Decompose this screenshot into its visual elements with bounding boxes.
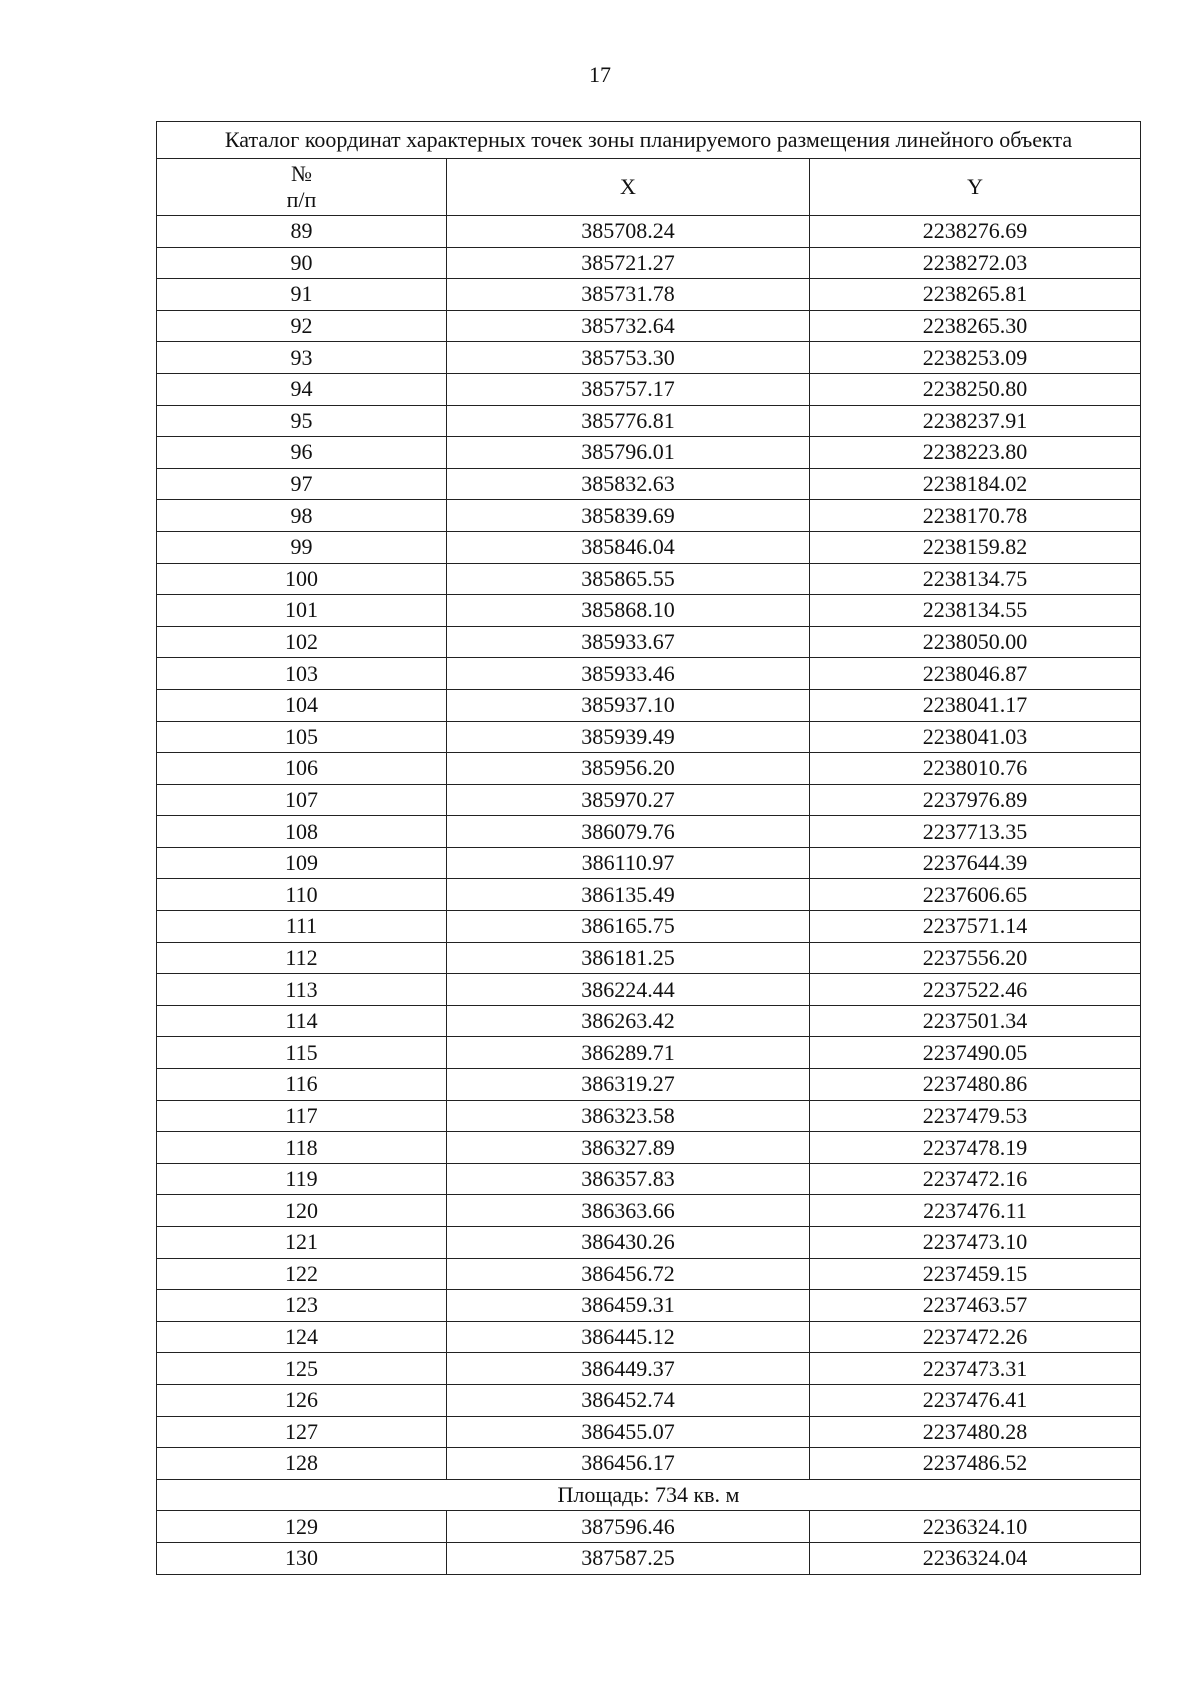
cell-number: 92 bbox=[157, 310, 447, 342]
cell-number: 100 bbox=[157, 563, 447, 595]
table-row bbox=[157, 437, 1141, 469]
cell-y: 2237713.35 bbox=[810, 816, 1141, 848]
cell-y: 2237473.31 bbox=[810, 1353, 1141, 1385]
header-x: X bbox=[447, 159, 810, 216]
cell-y: 2237472.16 bbox=[810, 1163, 1141, 1195]
header-number-line2: п/п bbox=[286, 187, 317, 212]
cell-x: 385933.46 bbox=[447, 658, 810, 690]
cell-x: 386327.89 bbox=[447, 1132, 810, 1164]
table-row bbox=[157, 1511, 1141, 1543]
cell-number: 98 bbox=[157, 500, 447, 532]
cell-y: 2237480.28 bbox=[810, 1416, 1141, 1448]
cell-x: 386319.27 bbox=[447, 1069, 810, 1101]
cell-y: 2237478.19 bbox=[810, 1132, 1141, 1164]
cell-y: 2237459.15 bbox=[810, 1258, 1141, 1290]
cell-x: 385839.69 bbox=[447, 500, 810, 532]
table-row bbox=[157, 721, 1141, 753]
table-row bbox=[157, 942, 1141, 974]
table-row bbox=[157, 1384, 1141, 1416]
cell-y: 2238184.02 bbox=[810, 468, 1141, 500]
table-row bbox=[157, 1037, 1141, 1069]
table-row bbox=[157, 1321, 1141, 1353]
cell-y: 2237976.89 bbox=[810, 784, 1141, 816]
cell-y: 2238253.09 bbox=[810, 342, 1141, 374]
cell-number: 127 bbox=[157, 1416, 447, 1448]
cell-number: 117 bbox=[157, 1100, 447, 1132]
cell-number: 121 bbox=[157, 1227, 447, 1259]
table-row bbox=[157, 1542, 1141, 1574]
table-row bbox=[157, 216, 1141, 248]
cell-number: 122 bbox=[157, 1258, 447, 1290]
cell-y: 2237476.41 bbox=[810, 1384, 1141, 1416]
cell-number: 96 bbox=[157, 437, 447, 469]
table-row bbox=[157, 1448, 1141, 1480]
cell-x: 386357.83 bbox=[447, 1163, 810, 1195]
table-row bbox=[157, 247, 1141, 279]
cell-number: 104 bbox=[157, 689, 447, 721]
table-row bbox=[157, 310, 1141, 342]
cell-y: 2238223.80 bbox=[810, 437, 1141, 469]
cell-x: 386455.07 bbox=[447, 1416, 810, 1448]
cell-x: 386445.12 bbox=[447, 1321, 810, 1353]
cell-x: 385832.63 bbox=[447, 468, 810, 500]
table-body bbox=[157, 216, 1141, 1480]
cell-x: 386459.31 bbox=[447, 1290, 810, 1322]
cell-x: 385846.04 bbox=[447, 531, 810, 563]
page-number: 17 bbox=[589, 62, 611, 87]
cell-number: 90 bbox=[157, 247, 447, 279]
cell-y: 2237556.20 bbox=[810, 942, 1141, 974]
cell-x: 385865.55 bbox=[447, 563, 810, 595]
table-body-after bbox=[157, 1511, 1141, 1574]
table-row bbox=[157, 1100, 1141, 1132]
cell-number: 123 bbox=[157, 1290, 447, 1322]
cell-x: 386263.42 bbox=[447, 1005, 810, 1037]
cell-x: 385753.30 bbox=[447, 342, 810, 374]
cell-number: 111 bbox=[157, 911, 447, 943]
cell-number: 129 bbox=[157, 1511, 447, 1543]
cell-y: 2238041.03 bbox=[810, 721, 1141, 753]
cell-y: 2237486.52 bbox=[810, 1448, 1141, 1480]
table-row bbox=[157, 468, 1141, 500]
cell-number: 106 bbox=[157, 753, 447, 785]
table-row bbox=[157, 753, 1141, 785]
table-row bbox=[157, 879, 1141, 911]
cell-y: 2238046.87 bbox=[810, 658, 1141, 690]
cell-x: 386224.44 bbox=[447, 974, 810, 1006]
cell-x: 386181.25 bbox=[447, 942, 810, 974]
cell-x: 387596.46 bbox=[447, 1511, 810, 1543]
table-row bbox=[157, 911, 1141, 943]
cell-y: 2237463.57 bbox=[810, 1290, 1141, 1322]
table-row bbox=[157, 500, 1141, 532]
table-row bbox=[157, 1258, 1141, 1290]
table-row bbox=[157, 816, 1141, 848]
table-row bbox=[157, 1227, 1141, 1259]
cell-y: 2237522.46 bbox=[810, 974, 1141, 1006]
cell-x: 385732.64 bbox=[447, 310, 810, 342]
cell-number: 97 bbox=[157, 468, 447, 500]
cell-number: 114 bbox=[157, 1005, 447, 1037]
cell-x: 385776.81 bbox=[447, 405, 810, 437]
cell-number: 113 bbox=[157, 974, 447, 1006]
cell-y: 2238134.55 bbox=[810, 595, 1141, 627]
cell-y: 2238170.78 bbox=[810, 500, 1141, 532]
cell-x: 386452.74 bbox=[447, 1384, 810, 1416]
table-header-row bbox=[157, 159, 1141, 216]
table-row bbox=[157, 847, 1141, 879]
cell-number: 102 bbox=[157, 626, 447, 658]
cell-y: 2238272.03 bbox=[810, 247, 1141, 279]
cell-x: 385937.10 bbox=[447, 689, 810, 721]
table-row bbox=[157, 658, 1141, 690]
cell-x: 386110.97 bbox=[447, 847, 810, 879]
cell-number: 89 bbox=[157, 216, 447, 248]
cell-y: 2238276.69 bbox=[810, 216, 1141, 248]
cell-y: 2238050.00 bbox=[810, 626, 1141, 658]
table-row bbox=[157, 1069, 1141, 1101]
cell-x: 385933.67 bbox=[447, 626, 810, 658]
table-row bbox=[157, 1195, 1141, 1227]
cell-x: 385939.49 bbox=[447, 721, 810, 753]
table-row bbox=[157, 1132, 1141, 1164]
cell-number: 115 bbox=[157, 1037, 447, 1069]
cell-number: 101 bbox=[157, 595, 447, 627]
cell-x: 386449.37 bbox=[447, 1353, 810, 1385]
header-number-line1: № bbox=[291, 161, 312, 186]
cell-number: 120 bbox=[157, 1195, 447, 1227]
cell-y: 2237472.26 bbox=[810, 1321, 1141, 1353]
area-row bbox=[157, 1479, 1141, 1511]
cell-number: 130 bbox=[157, 1542, 447, 1574]
cell-number: 110 bbox=[157, 879, 447, 911]
cell-y: 2238265.81 bbox=[810, 279, 1141, 311]
cell-y: 2238010.76 bbox=[810, 753, 1141, 785]
cell-y: 2237490.05 bbox=[810, 1037, 1141, 1069]
cell-y: 2237480.86 bbox=[810, 1069, 1141, 1101]
cell-y: 2238041.17 bbox=[810, 689, 1141, 721]
table-row bbox=[157, 689, 1141, 721]
cell-y: 2236324.10 bbox=[810, 1511, 1141, 1543]
table-row bbox=[157, 342, 1141, 374]
cell-number: 107 bbox=[157, 784, 447, 816]
cell-x: 387587.25 bbox=[447, 1542, 810, 1574]
table-row bbox=[157, 531, 1141, 563]
cell-number: 108 bbox=[157, 816, 447, 848]
cell-y: 2238159.82 bbox=[810, 531, 1141, 563]
table-row bbox=[157, 373, 1141, 405]
cell-number: 128 bbox=[157, 1448, 447, 1480]
cell-number: 124 bbox=[157, 1321, 447, 1353]
table-area-section bbox=[157, 1479, 1141, 1511]
cell-x: 385970.27 bbox=[447, 784, 810, 816]
cell-number: 93 bbox=[157, 342, 447, 374]
cell-number: 94 bbox=[157, 373, 447, 405]
cell-number: 112 bbox=[157, 942, 447, 974]
table-row bbox=[157, 1163, 1141, 1195]
cell-x: 386456.72 bbox=[447, 1258, 810, 1290]
cell-y: 2238265.30 bbox=[810, 310, 1141, 342]
table-row bbox=[157, 279, 1141, 311]
cell-x: 386289.71 bbox=[447, 1037, 810, 1069]
header-number bbox=[157, 159, 447, 216]
table-row bbox=[157, 626, 1141, 658]
cell-number: 105 bbox=[157, 721, 447, 753]
cell-x: 386165.75 bbox=[447, 911, 810, 943]
coordinates-table bbox=[156, 121, 1141, 1575]
cell-y: 2237501.34 bbox=[810, 1005, 1141, 1037]
table-row bbox=[157, 1353, 1141, 1385]
area-note: Площадь: 734 кв. м bbox=[157, 1479, 1141, 1511]
cell-x: 385731.78 bbox=[447, 279, 810, 311]
table-row bbox=[157, 1416, 1141, 1448]
cell-number: 119 bbox=[157, 1163, 447, 1195]
table-row bbox=[157, 784, 1141, 816]
table-caption-row bbox=[157, 122, 1141, 159]
cell-x: 385868.10 bbox=[447, 595, 810, 627]
cell-x: 385708.24 bbox=[447, 216, 810, 248]
cell-x: 385796.01 bbox=[447, 437, 810, 469]
cell-number: 118 bbox=[157, 1132, 447, 1164]
cell-y: 2237479.53 bbox=[810, 1100, 1141, 1132]
cell-number: 125 bbox=[157, 1353, 447, 1385]
table-row bbox=[157, 563, 1141, 595]
cell-y: 2238237.91 bbox=[810, 405, 1141, 437]
header-y: Y bbox=[810, 159, 1141, 216]
cell-x: 386363.66 bbox=[447, 1195, 810, 1227]
cell-number: 126 bbox=[157, 1384, 447, 1416]
table-row bbox=[157, 405, 1141, 437]
cell-number: 91 bbox=[157, 279, 447, 311]
cell-x: 386456.17 bbox=[447, 1448, 810, 1480]
table-row bbox=[157, 595, 1141, 627]
cell-number: 95 bbox=[157, 405, 447, 437]
cell-x: 385757.17 bbox=[447, 373, 810, 405]
cell-number: 109 bbox=[157, 847, 447, 879]
table-caption: Каталог координат характерных точек зоны планируемого размещения линейного объекта bbox=[157, 122, 1141, 159]
cell-x: 386430.26 bbox=[447, 1227, 810, 1259]
cell-number: 116 bbox=[157, 1069, 447, 1101]
cell-x: 385956.20 bbox=[447, 753, 810, 785]
cell-y: 2238250.80 bbox=[810, 373, 1141, 405]
table-row bbox=[157, 1290, 1141, 1322]
cell-y: 2237476.11 bbox=[810, 1195, 1141, 1227]
cell-y: 2237571.14 bbox=[810, 911, 1141, 943]
cell-y: 2237606.65 bbox=[810, 879, 1141, 911]
cell-number: 103 bbox=[157, 658, 447, 690]
cell-x: 385721.27 bbox=[447, 247, 810, 279]
table-row bbox=[157, 974, 1141, 1006]
cell-y: 2237644.39 bbox=[810, 847, 1141, 879]
cell-y: 2237473.10 bbox=[810, 1227, 1141, 1259]
cell-x: 386079.76 bbox=[447, 816, 810, 848]
cell-x: 386323.58 bbox=[447, 1100, 810, 1132]
cell-y: 2236324.04 bbox=[810, 1542, 1141, 1574]
table-row bbox=[157, 1005, 1141, 1037]
cell-y: 2238134.75 bbox=[810, 563, 1141, 595]
cell-x: 386135.49 bbox=[447, 879, 810, 911]
cell-number: 99 bbox=[157, 531, 447, 563]
